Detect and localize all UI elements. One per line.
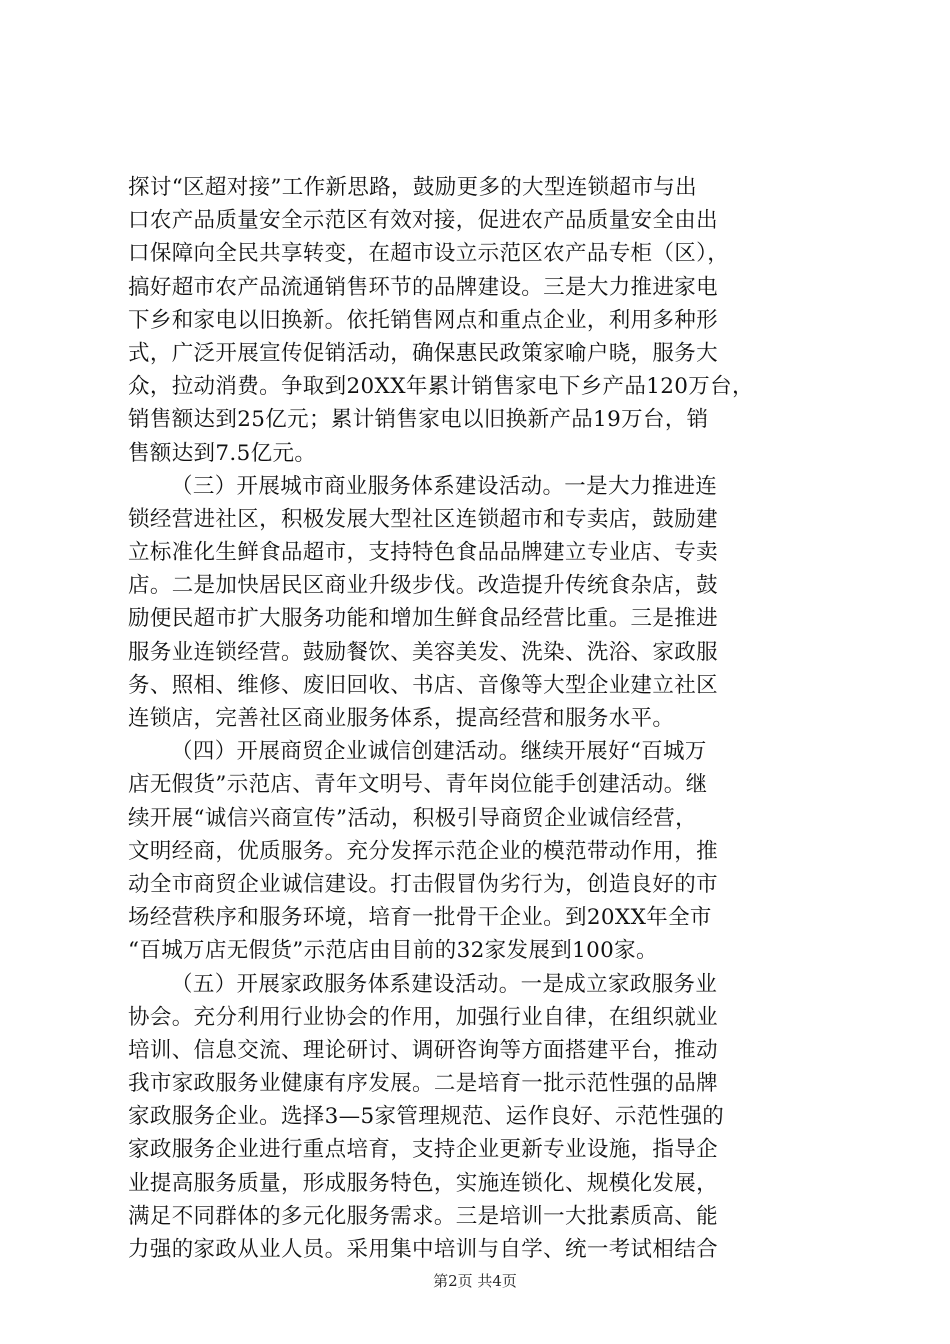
text-line: 培训、信息交流、理论研讨、调研咨询等方面搭建平台，推动 — [128, 1037, 718, 1063]
text-line: 满足不同群体的多元化服务需求。三是培训一大批素质高、能 — [128, 1203, 718, 1229]
text-line: 文明经商，优质服务。充分发挥示范企业的模范带动作用，推 — [128, 838, 718, 864]
text-line: “百城万店无假货”示范店由目前的32家发展到100家。 — [128, 938, 658, 964]
text-line: 业提高服务质量，形成服务特色，实施连锁化、规模化发展， — [128, 1170, 718, 1196]
text-line: 销售额达到25亿元；累计销售家电以旧换新产品19万台，销 — [128, 407, 709, 433]
text-line: 续开展“诚信兴商宣传”活动，积极引导商贸企业诚信经营， — [128, 805, 697, 831]
text-line: 服务业连锁经营。鼓励餐饮、美容美发、洗染、洗浴、家政服 — [128, 639, 718, 665]
text-line: 店。二是加快居民区商业升级步伐。改造提升传统食杂店，鼓 — [128, 573, 718, 599]
text-line: 口保障向全民共享转变，在超市设立示范区农产品专柜（区）， — [128, 241, 730, 267]
text-line: 探讨“区超对接”工作新思路，鼓励更多的大型连锁超市与出 — [128, 175, 697, 200]
text-line: 众，拉动消费。争取到20XX年累计销售家电下乡产品120万台， — [128, 374, 754, 400]
text-line: 务、照相、维修、废旧回收、书店、音像等大型企业建立社区 — [128, 672, 718, 698]
text-line: 场经营秩序和服务环境，培育一批骨干企业。到20XX年全市 — [128, 905, 712, 931]
text-line: 协会。充分利用行业协会的作用，加强行业自律，在组织就业 — [128, 1004, 718, 1030]
text-line: 店无假货”示范店、青年文明号、青年岗位能手创建活动。继 — [128, 772, 708, 798]
text-line: 锁经营进社区，积极发展大型社区连锁超市和专卖店，鼓励建 — [128, 506, 718, 532]
text-line: 式，广泛开展宣传促销活动，确保惠民政策家喻户晓，服务大 — [128, 340, 718, 366]
text-line: 搞好超市农产品流通销售环节的品牌建设。三是大力推进家电 — [128, 274, 718, 300]
text-line: 家政服务企业。选择3—5家管理规范、运作良好、示范性强的 — [128, 1104, 725, 1130]
paragraph-start-line: （五）开展家政服务体系建设活动。一是成立家政服务业 — [171, 971, 718, 997]
paragraph-start-line: （三）开展城市商业服务体系建设活动。一是大力推进连 — [171, 473, 718, 499]
text-line: 力强的家政从业人员。采用集中培训与自学、统一考试相结合 — [128, 1237, 718, 1262]
document-body — [128, 171, 838, 1266]
text-line: 下乡和家电以旧换新。依托销售网点和重点企业，利用多种形 — [128, 307, 718, 333]
text-line: 连锁店，完善社区商业服务体系，提高经营和服务水平。 — [128, 706, 675, 731]
text-line: 立标准化生鲜食品超市，支持特色食品品牌建立专业店、专卖 — [128, 540, 718, 566]
text-line: 口农产品质量安全示范区有效对接，促进农产品质量安全由出 — [128, 208, 718, 234]
text-line: 动全市商贸企业诚信建设。打击假冒伪劣行为，创造良好的市 — [128, 871, 718, 897]
text-line: 家政服务企业进行重点培育，支持企业更新专业设施，指导企 — [128, 1137, 718, 1163]
page-number-footer: 第2页 共4页 — [433, 1272, 517, 1290]
text-line: 励便民超市扩大服务功能和增加生鲜食品经营比重。三是推进 — [128, 606, 718, 632]
text-line: 我市家政服务业健康有序发展。二是培育一批示范性强的品牌 — [128, 1071, 718, 1097]
text-line: 售额达到7.5亿元。 — [128, 440, 317, 466]
paragraph-start-line: （四）开展商贸企业诚信创建活动。继续开展好“百城万 — [171, 739, 707, 765]
